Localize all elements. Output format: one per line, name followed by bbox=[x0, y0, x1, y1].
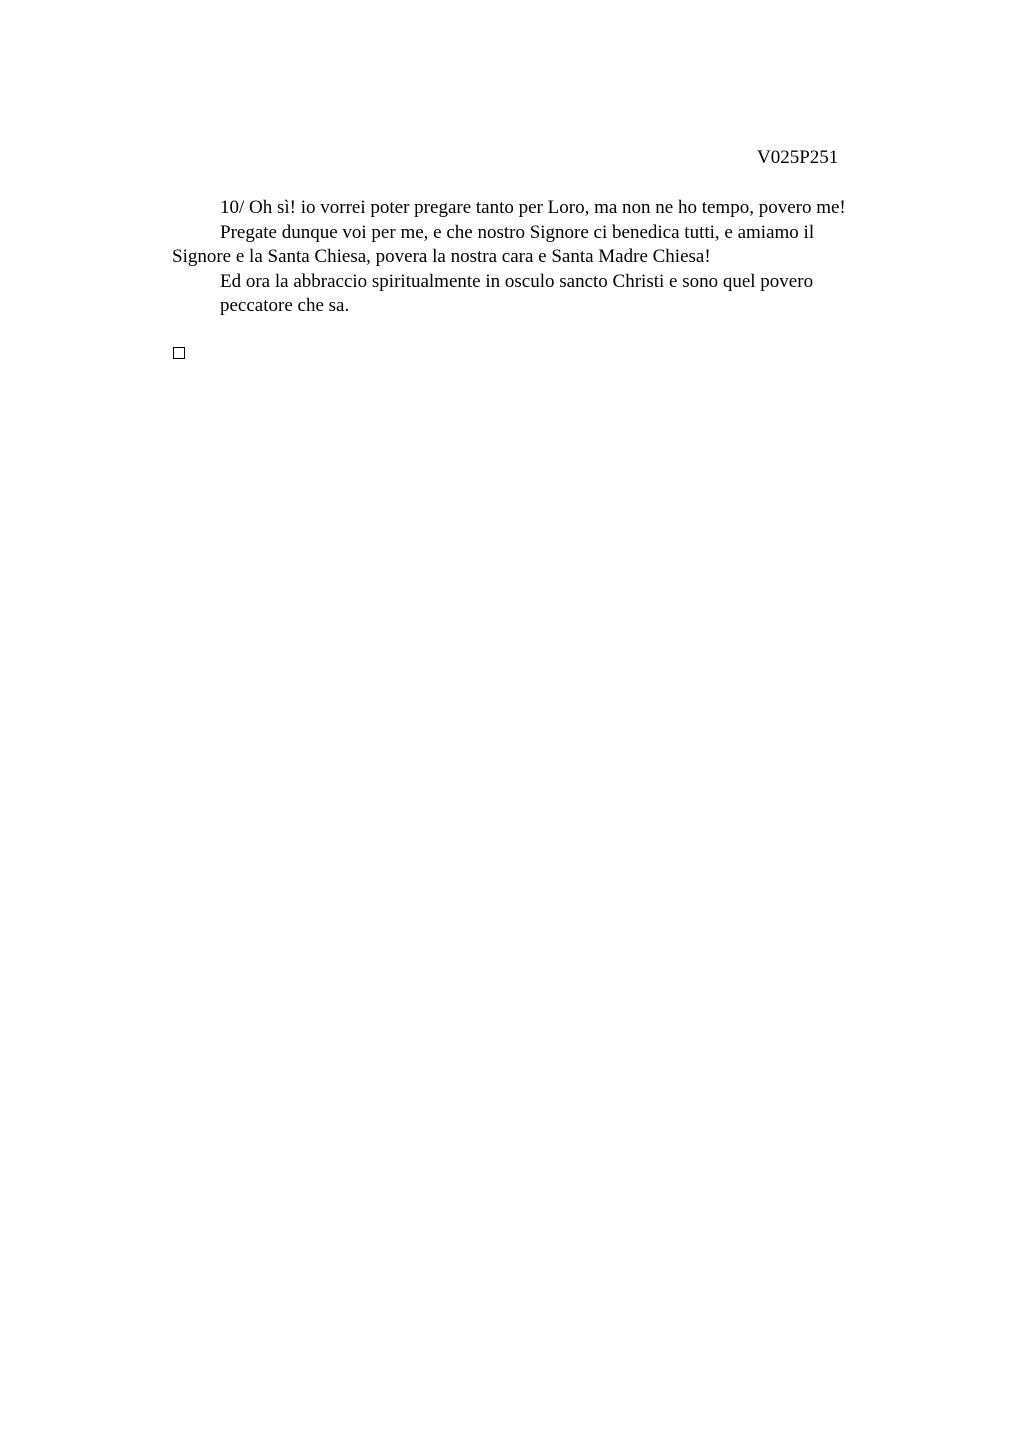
letter-body bbox=[172, 196, 872, 319]
page-code: V025P251 bbox=[757, 147, 839, 168]
paragraph-1: 10/ Oh sì! io vorrei poter pregare tanto per Loro, ma non ne ho tempo, povero me! bbox=[220, 197, 846, 218]
empty-square-icon bbox=[173, 347, 185, 359]
paragraph-2: Pregate dunque voi per me, e che nostro Signore ci benedica tutti, e amiamo il Signore e la Santa Chiesa, povera la nostra cara e Santa Madre Chiesa! bbox=[172, 221, 815, 267]
paragraph-3: Ed ora la abbraccio spiritualmente in osculo sancto Christi e sono quel povero peccatore che sa. bbox=[220, 270, 814, 316]
